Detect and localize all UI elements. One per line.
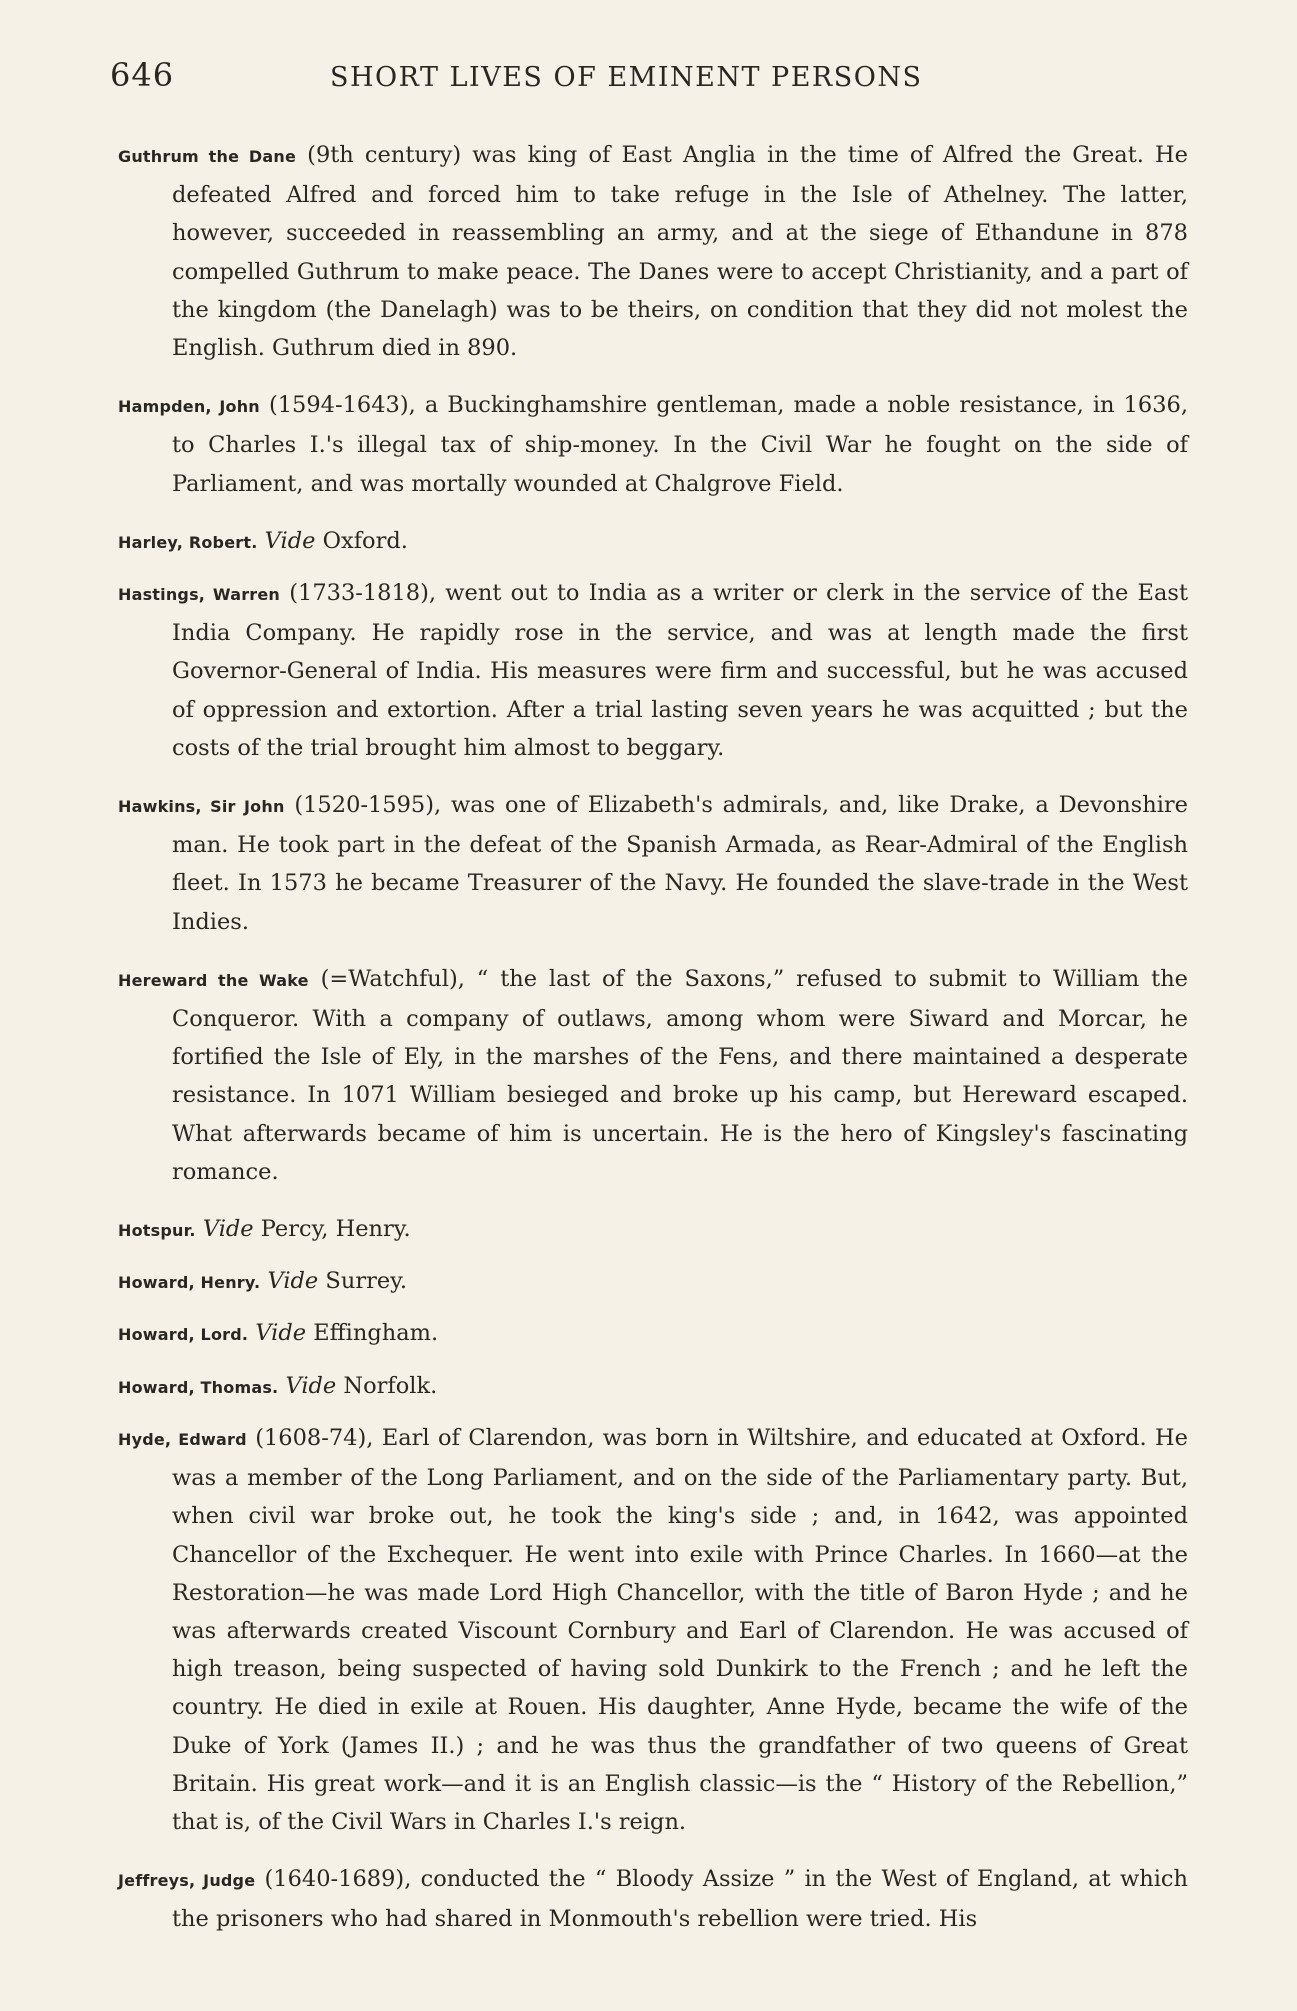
entry-hyde (118, 1419, 1188, 1841)
entry-name: Hastings, Warren (118, 585, 281, 605)
entry-text: (1640-1689), conducted the “ Bloody Assize ” in the West of England, at which the prisoners who had shared in Monmouth's rebellion were tried. His (172, 1866, 1188, 1933)
entries-list (118, 136, 1188, 1958)
entry-text: (1733-1818), went out to India as a writer or clerk in the service of the East India Company. He rapidly rose in the service, and was at length made the first Governor-General of India. His measures were firm and successful, but he was accused of oppression and extortion. After a trial lasting seven years he was acquitted ; but the costs of the trial brought him almost to beggary. (172, 580, 1188, 761)
entry-name: Howard, Lord. (118, 1325, 249, 1345)
running-title: SHORT LIVES OF EMINENT PERSONS (330, 62, 923, 93)
page-header (110, 56, 1197, 104)
entry-name: Howard, Henry. (118, 1273, 261, 1293)
entry-howard-henry (118, 1262, 1188, 1302)
vide-word: Vide (255, 1320, 307, 1347)
entry-harley (118, 522, 1188, 562)
entry-hereward (118, 960, 1188, 1191)
entry-text: (9th century) was king of East Anglia in the time of Alfred the Great. He defeated Alfred and forced him to take refuge in the Isle of Athelney. The latter, however, succeeded in reassembling an army, and at the siege of Ethandune in 878 compelled Guthrum to make peace. The Danes were to accept Christianity, and a part of the kingdom (the Danelagh) was to be theirs, on condition that they did not molest the English. Guthrum died in 890. (172, 142, 1188, 362)
entry-hastings (118, 574, 1188, 767)
entry-name: Hyde, Edward (118, 1429, 247, 1449)
vide-word: Vide (202, 1216, 254, 1243)
entry-name: Hotspur. (118, 1221, 196, 1241)
vide-word: Vide (267, 1268, 319, 1295)
entry-text: (=Watchful), “ the last of the Saxons,” refused to submit to William the Conqueror. With a company of outlaws, among whom were Siward and Morcar, he fortified the Isle of Ely, in the marshes of the Fens, and there maintained a desperate resistance. In 1071 William besieged and broke up his camp, but Hereward escaped. What afterwards became of him is uncertain. He is the hero of Kingsley's fascinating romance. (172, 965, 1188, 1185)
entry-name: Hampden, John (118, 397, 260, 417)
vide-word: Vide (285, 1372, 337, 1399)
cross-reference: Oxford. (315, 527, 408, 554)
entry-hawkins (118, 786, 1188, 941)
cross-reference: Effingham. (306, 1320, 439, 1347)
entry-name: Hawkins, Sir John (118, 797, 285, 817)
entry-hotspur (118, 1210, 1188, 1250)
entry-name: Howard, Thomas. (118, 1377, 279, 1397)
cross-reference: Surrey. (318, 1268, 408, 1295)
entry-text: (1608-74), Earl of Clarendon, was born in Wiltshire, and educated at Oxford. He was a member of the Long Parliament, and on the side of the Parliamentary party. But, when civil war broke out, he took the king's side ; and, in 1642, was appointed Chancellor of the Exchequer. He went into exile with Prince Charles. In 1660—at the Restoration—he was made Lord High Chancellor, with the title of Baron Hyde ; and he was afterwards created Viscount Cornbury and Earl of Clarendon. He was accused of high treason, being suspected of having sold Dunkirk to the French ; and he left the country. He died in exile at Rouen. His daughter, Anne Hyde, became the wife of the Duke of York (James II.) ; and he was thus the grandfather of two queens of Great Britain. His great work—and it is an English classic—is the “ History of the Rebellion,” that is, of the Civil Wars in Charles I.'s reign. (172, 1424, 1188, 1835)
entry-howard-thomas (118, 1367, 1188, 1407)
entry-name: Hereward the Wake (118, 970, 309, 990)
entry-name: Guthrum the Dane (118, 147, 297, 166)
cross-reference: Percy, Henry. (253, 1216, 411, 1243)
vide-word: Vide (264, 527, 316, 554)
entry-jeffreys (118, 1860, 1188, 1938)
entry-text: (1594-1643), a Buckinghamshire gentleman, made a noble resistance, in 1636, to Charles I.'s illegal tax of ship-money. In the Civil War he fought on the side of Parliament, and was mortally wounded at Chalgrove Field. (172, 392, 1188, 497)
entry-name: Jeffreys, Judge (118, 1871, 256, 1891)
cross-reference: Norfolk. (336, 1372, 438, 1399)
entry-guthrum (118, 136, 1188, 367)
entry-howard-lord (118, 1314, 1188, 1354)
page-number: 646 (110, 56, 175, 94)
entry-name: Harley, Robert. (118, 532, 258, 552)
entry-hampden (118, 386, 1188, 503)
entry-text: (1520-1595), was one of Elizabeth's admirals, and, like Drake, a Devonshire man. He took part in the defeat of the Spanish Armada, as Rear-Admiral of the English fleet. In 1573 he became Treasurer of the Navy. He founded the slave-trade in the West Indies. (172, 792, 1188, 935)
